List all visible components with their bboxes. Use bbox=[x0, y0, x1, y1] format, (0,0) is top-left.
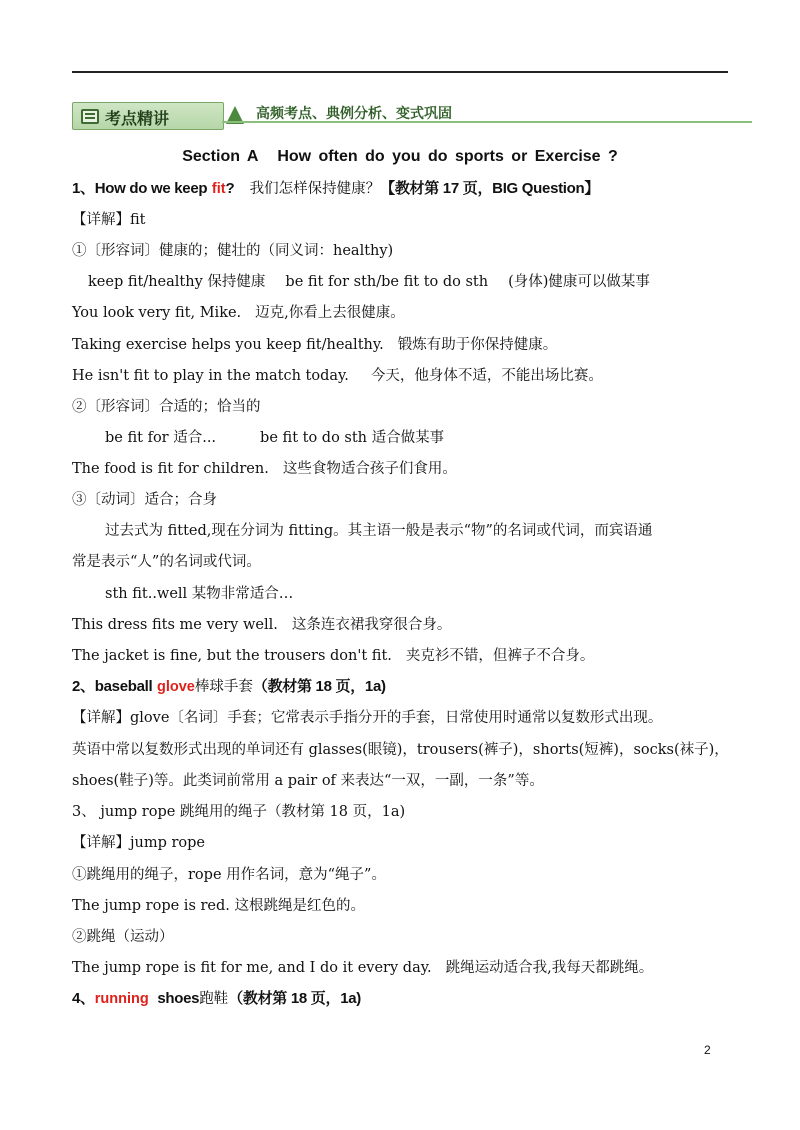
example-2-en: Taking exercise helps you keep fit/healthy. bbox=[72, 337, 384, 353]
sense-1: ①〔形容词〕健康的；健壮的（同义词：healthy) bbox=[72, 243, 394, 259]
item-2-reference: （教材第 18 页，1a) bbox=[252, 678, 386, 695]
verb-note-line-1: 过去式为 fitted,现在分词为 fitting。其主语一般是表示“物”的名词或代词，而宾语通 bbox=[105, 523, 653, 539]
example-3-en: He isn't fit to play in the match today. bbox=[72, 368, 349, 384]
detail-fit: 【详解】fit bbox=[72, 212, 146, 228]
item-2-phrase: baseball bbox=[94, 678, 153, 695]
item-4-chinese: 跑鞋 bbox=[199, 991, 229, 1007]
sense-3: ③〔动词〕适合；合身 bbox=[72, 492, 217, 508]
banner-subtitle: 高频考点、典例分析、变式巩固 bbox=[256, 106, 452, 122]
example-4 bbox=[72, 459, 457, 479]
usage-line-2 bbox=[105, 428, 444, 448]
item-1-keyword: fit bbox=[211, 181, 226, 197]
section-title-part2: How often do you do sports or Exercise ? bbox=[277, 148, 618, 165]
item-4-phrase: shoes bbox=[157, 990, 200, 1007]
item-1-chinese: 我们怎样保持健康？ bbox=[249, 181, 381, 197]
phrase-meaning: (身体)健康可以做某事 bbox=[508, 274, 650, 290]
plural-note-line-2: shoes(鞋子)等。此类词前常用 a pair of 来表达“一双，一副，一条”等。 bbox=[72, 773, 544, 789]
example-6-cn: 夹克衫不错，但裤子不合身。 bbox=[405, 648, 595, 664]
example-5-cn: 这条连衣裙我穿很合身。 bbox=[291, 617, 452, 633]
phrase-be-fit-to-do: be fit to do sth 适合做某事 bbox=[260, 430, 445, 446]
item-2-heading bbox=[72, 677, 386, 697]
item-2-number: 2、 bbox=[72, 678, 95, 695]
example-8-en: The jump rope is fit for me, and I do it every day. bbox=[72, 960, 432, 976]
phrase-keep-fit: keep fit/healthy 保持健康 bbox=[88, 274, 266, 290]
section-title-part1: Section A bbox=[182, 148, 259, 165]
item-4-keyword: running bbox=[94, 991, 149, 1007]
detail-jump-rope: 【详解】jump rope bbox=[72, 835, 205, 851]
item-1-heading bbox=[72, 179, 599, 199]
usage-line-3: sth fit..well 某物非常适合… bbox=[105, 586, 294, 602]
section-title bbox=[0, 148, 800, 166]
example-1-en: You look very fit, Mike. bbox=[72, 305, 242, 321]
book-icon bbox=[81, 109, 99, 124]
example-1-cn: 迈克,你看上去很健康。 bbox=[255, 305, 405, 321]
example-5 bbox=[72, 615, 451, 635]
example-4-cn: 这些食物适合孩子们食用。 bbox=[282, 461, 457, 477]
phrase-be-fit-for: be fit for sth/be fit to do sth bbox=[285, 274, 489, 290]
item-1-phrase: How do we keep bbox=[94, 180, 208, 197]
example-3 bbox=[72, 366, 603, 386]
example-3-cn: 今天，他身体不适，不能出场比赛。 bbox=[370, 368, 603, 384]
example-8-cn: 跳绳运动适合我,我每天都跳绳。 bbox=[445, 960, 654, 976]
banner-title: 考点精讲 bbox=[105, 109, 170, 128]
item-4-reference: （教材第 18 页，1a) bbox=[228, 990, 361, 1007]
detail-glove: 【详解】glove〔名词〕手套；它常表示手指分开的手套，日常使用时通常以复数形式出现。 bbox=[72, 710, 663, 726]
item-3-heading: 3、 jump rope 跳绳用的绳子（教材第 18 页，1a) bbox=[72, 804, 406, 820]
example-5-en: This dress fits me very well. bbox=[72, 617, 278, 633]
plural-note-line-1: 英语中常以复数形式出现的单词还有 glasses(眼镜)，trousers(裤子)，shorts(短裤)，socks(袜子)， bbox=[72, 742, 729, 758]
item-1-reference: 【教材第 17 页，BIG Question】 bbox=[380, 180, 600, 197]
example-4-en: The food is fit for children. bbox=[72, 461, 269, 477]
example-6-en: The jacket is fine, but the trousers don't fit. bbox=[72, 648, 392, 664]
item-4-heading bbox=[72, 989, 361, 1009]
example-2 bbox=[72, 335, 557, 355]
sense-rope: ①跳绳用的绳子，rope 用作名词，意为“绳子”。 bbox=[72, 867, 386, 883]
example-1 bbox=[72, 303, 405, 323]
item-2-chinese: 棒球手套 bbox=[194, 679, 253, 695]
example-8 bbox=[72, 958, 653, 978]
item-1-question-mark: ? bbox=[225, 180, 235, 197]
banner-label-box bbox=[72, 102, 224, 130]
sense-2: ②〔形容词〕合适的；恰当的 bbox=[72, 399, 261, 415]
phrase-be-fit-for-2: be fit for 适合... bbox=[105, 430, 217, 446]
example-6 bbox=[72, 646, 594, 666]
item-4-number: 4、 bbox=[72, 990, 95, 1007]
top-rule bbox=[72, 71, 728, 73]
item-2-keyword: glove bbox=[157, 679, 195, 695]
example-2-cn: 锻炼有助于你保持健康。 bbox=[397, 337, 558, 353]
page-number: 2 bbox=[704, 1043, 711, 1057]
sense-jump-rope: ②跳绳（运动） bbox=[72, 929, 174, 945]
item-1-number: 1、 bbox=[72, 180, 95, 197]
section-banner bbox=[72, 102, 752, 130]
usage-line-1 bbox=[88, 272, 650, 292]
example-7: The jump rope is red. 这根跳绳是红色的。 bbox=[72, 898, 366, 914]
verb-note-line-2: 常是表示“人”的名词或代词。 bbox=[72, 554, 261, 570]
